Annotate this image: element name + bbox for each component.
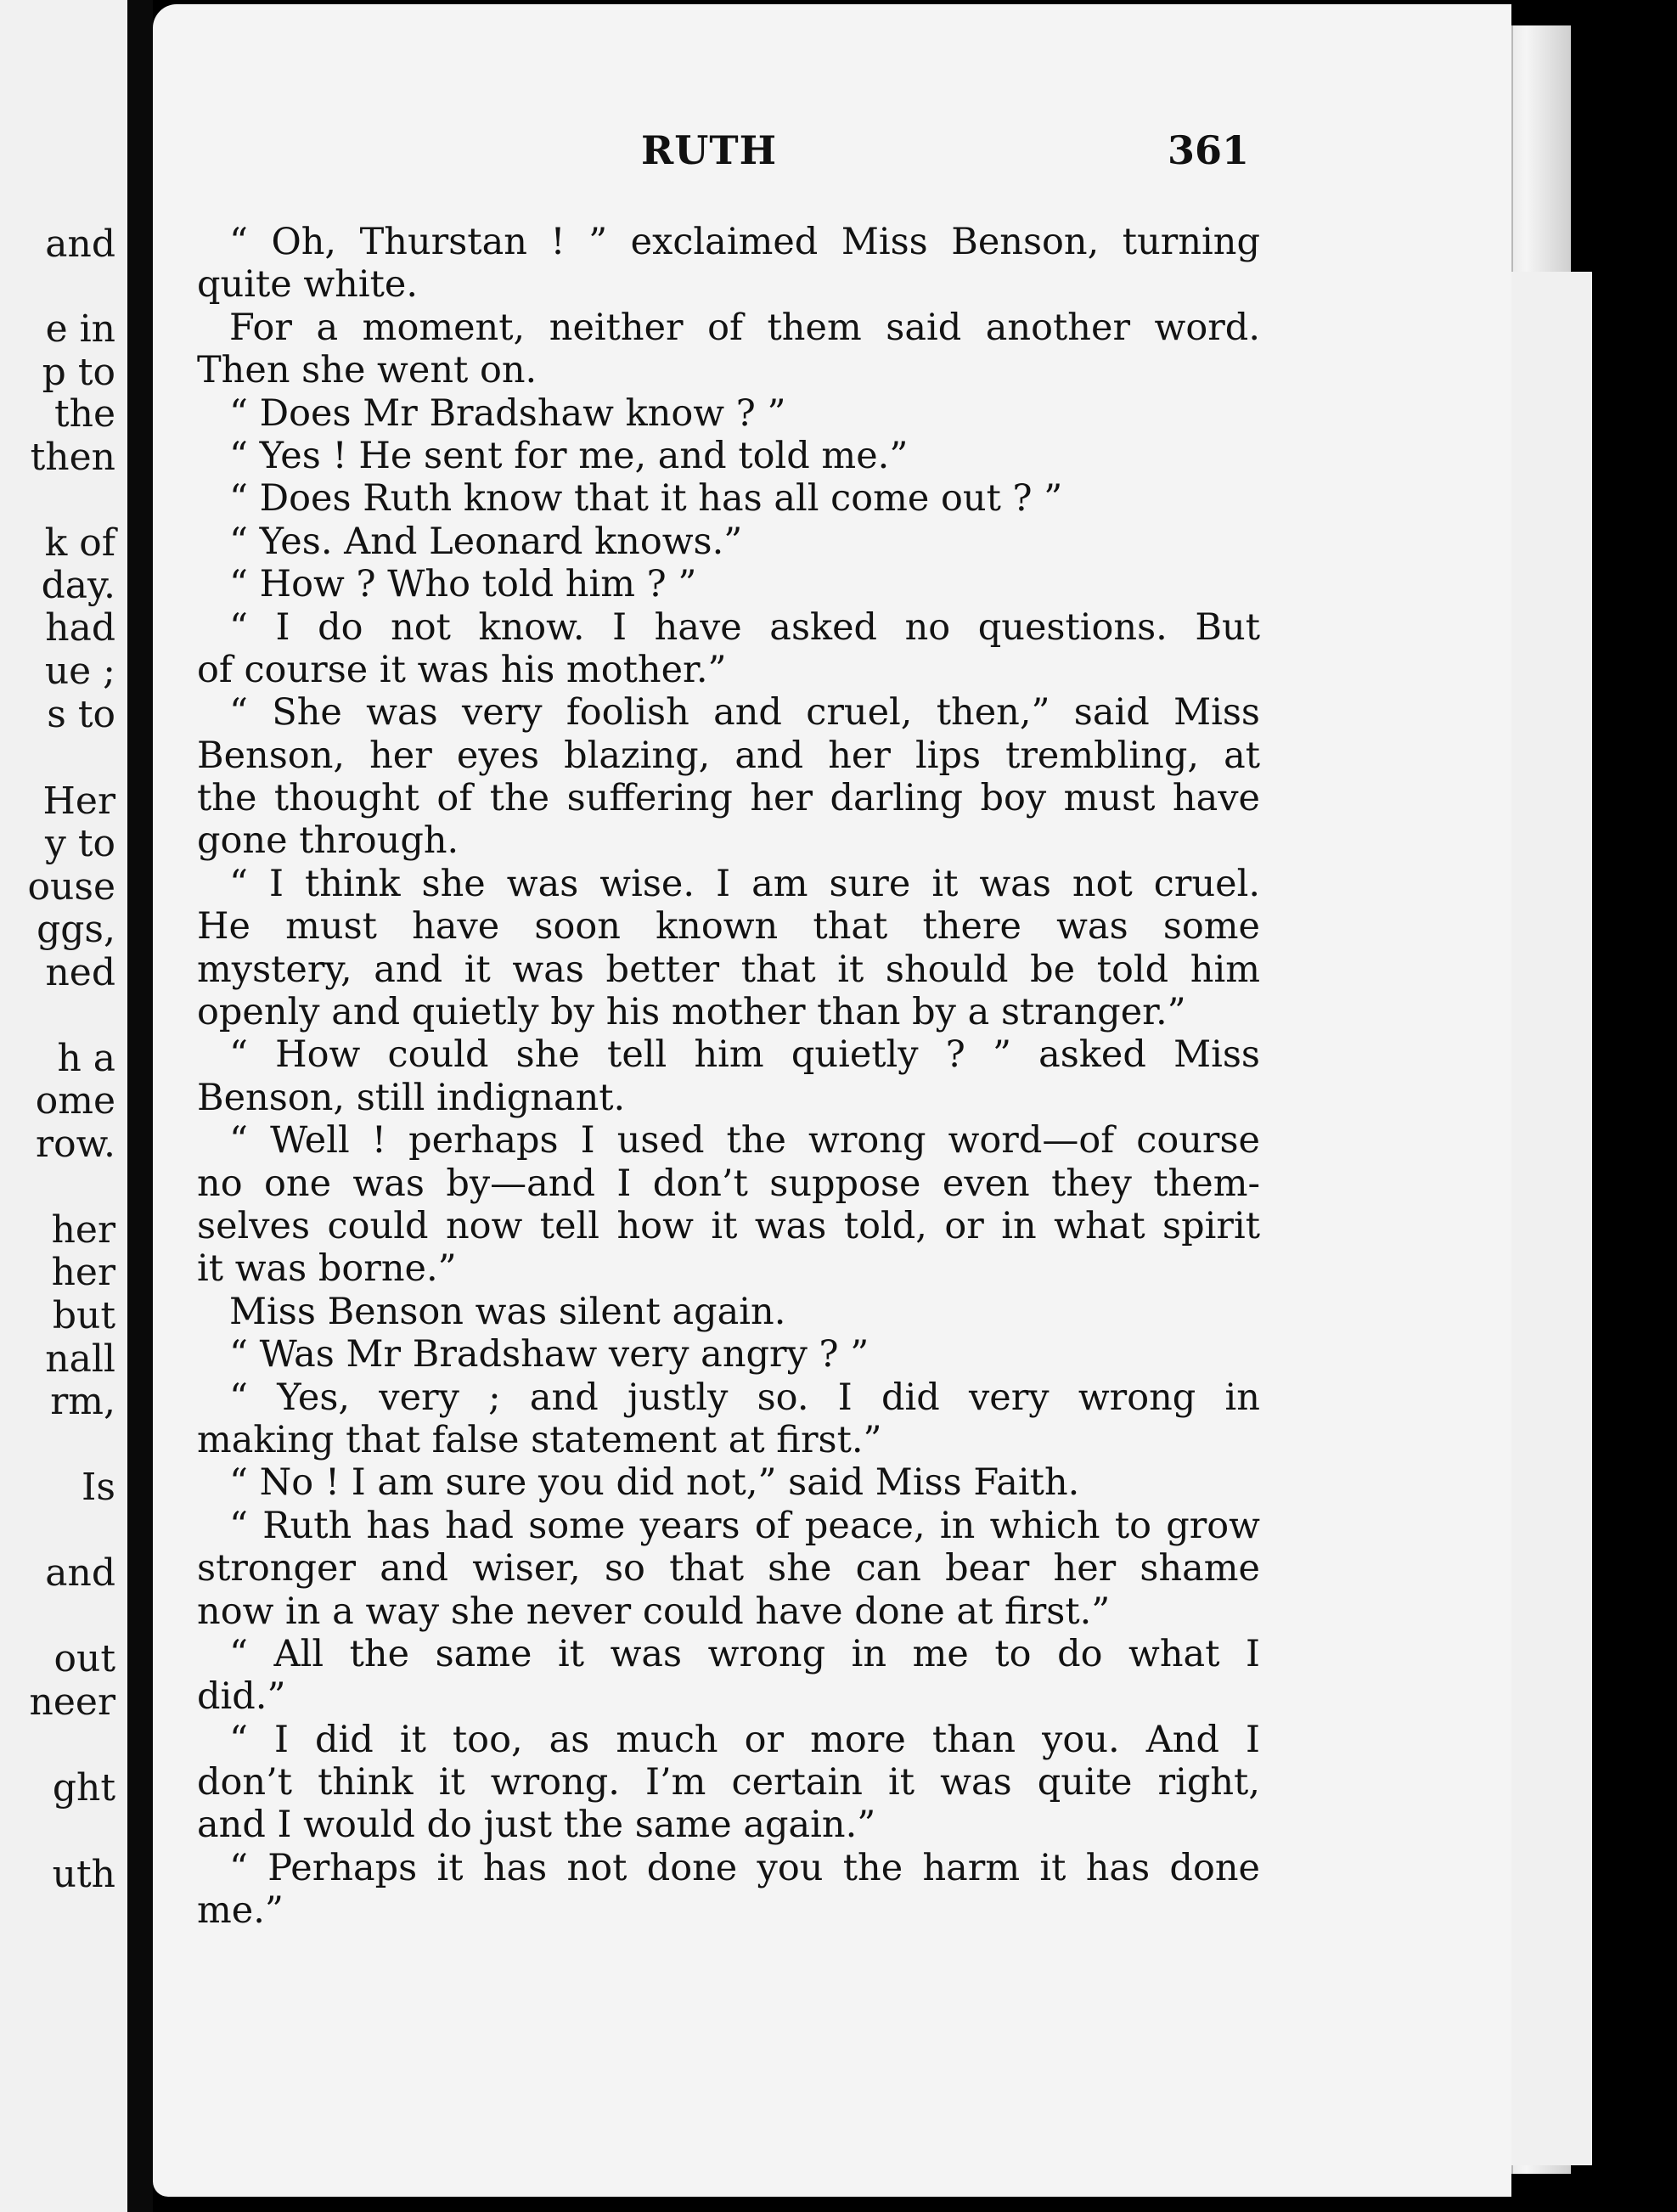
facing-page-fragment: s to: [47, 693, 115, 736]
facing-page-fragment: ouse: [27, 865, 115, 909]
facing-page-fragment: ome: [35, 1079, 115, 1123]
facing-page-fragment: y to: [44, 822, 115, 865]
text-line: “ I did it too, as much or more than you. And I: [229, 1718, 1260, 1761]
facing-page-fragment: row.: [36, 1123, 115, 1166]
facing-page-fragment: but: [52, 1294, 115, 1337]
text-line: “ Yes. And Leonard knows.”: [229, 520, 743, 563]
facing-page-fragment: ned: [45, 951, 115, 994]
book-page: [153, 4, 1511, 2197]
text-line: making that false statement at first.”: [197, 1418, 882, 1461]
text-line: gone through.: [197, 819, 459, 863]
text-line: selves could now tell how it was told, or in what spirit: [197, 1204, 1260, 1247]
facing-page-fragment: out: [53, 1637, 115, 1680]
facing-page-fragment: and: [45, 1551, 115, 1595]
facing-page-fragment: day.: [41, 564, 115, 607]
text-line: He must have soon known that there was some: [197, 905, 1260, 948]
text-line: “ Yes, very ; and justly so. I did very wrong in: [229, 1376, 1260, 1419]
text-line: quite white.: [197, 263, 419, 307]
text-line: “ No ! I am sure you did not,” said Miss Faith.: [229, 1461, 1080, 1505]
facing-page-fragment: the: [53, 392, 115, 436]
facing-page-fragment: h a: [57, 1037, 115, 1080]
text-line: “ How ? Who told him ? ”: [229, 563, 697, 606]
text-line: me.”: [197, 1889, 284, 1933]
facing-page-fragment: had: [45, 606, 115, 650]
text-line: “ How could she tell him quietly ? ” asked Miss: [229, 1033, 1260, 1077]
text-line: Benson, still indignant.: [197, 1076, 626, 1119]
text-line: “ All the same it was wrong in me to do what I: [229, 1632, 1260, 1675]
text-line: “ Perhaps it has not done you the harm it has done: [229, 1846, 1260, 1889]
text-line: “ I think she was wise. I am sure it was not cruel.: [229, 862, 1260, 905]
text-line: mystery, and it was better that it should be told him: [197, 948, 1260, 991]
text-line: “ Was Mr Bradshaw very angry ? ”: [229, 1333, 869, 1376]
text-line: did.”: [197, 1675, 286, 1719]
text-line: Miss Benson was silent again.: [229, 1290, 786, 1333]
text-line: For a moment, neither of them said another word.: [229, 306, 1260, 349]
facing-page-fragment: neer: [29, 1680, 115, 1724]
text-line: “ Yes ! He sent for me, and told me.”: [229, 434, 909, 477]
text-line: openly and quietly by his mother than by a stranger.”: [197, 991, 1186, 1034]
text-line: don’t think it wrong. I’m certain it was quite right,: [197, 1761, 1260, 1804]
text-line: it was borne.”: [197, 1247, 457, 1291]
page-header: [153, 127, 1452, 178]
text-line: the thought of the suffering her darling boy must have: [197, 777, 1260, 820]
text-line: of course it was his mother.”: [197, 648, 727, 691]
text-line: “ Oh, Thurstan ! ” exclaimed Miss Benson, turning: [229, 221, 1260, 263]
facing-page-fragment: then: [30, 436, 115, 479]
text-line: “ She was very foolish and cruel, then,” said Miss: [229, 691, 1260, 735]
text-line: stronger and wiser, so that she can bear her shame: [197, 1547, 1260, 1590]
facing-page: [0, 0, 127, 2212]
facing-page-fragment: her: [51, 1251, 115, 1294]
text-line: “ Does Ruth know that it has all come out ? ”: [229, 477, 1063, 521]
body-text: [197, 221, 1260, 1933]
facing-page-fragment: Is: [82, 1466, 115, 1509]
facing-page-fragment: p to: [42, 351, 115, 394]
facing-page-fragment: her: [51, 1208, 115, 1252]
text-line: “ Does Mr Bradshaw know ? ”: [229, 391, 786, 435]
page-number: 361: [1168, 127, 1250, 173]
facing-page-fragment: Her: [42, 780, 115, 823]
facing-page-fragment: e in: [45, 307, 115, 351]
facing-page-fragment: k of: [44, 521, 115, 565]
text-line: no one was by—and I don’t suppose even they them-: [197, 1162, 1260, 1205]
text-line: “ Well ! perhaps I used the wrong word—of course: [229, 1119, 1260, 1162]
facing-page-fragment: and: [45, 222, 115, 266]
text-line: and I would do just the same again.”: [197, 1804, 876, 1847]
text-line: “ Ruth has had some years of peace, in which to grow: [229, 1504, 1260, 1547]
text-line: Then she went on.: [197, 349, 537, 392]
facing-page-fragment: ggs,: [37, 908, 115, 951]
text-line: now in a way she never could have done at first.”: [197, 1590, 1111, 1633]
facing-page-fragment: nall: [45, 1337, 115, 1381]
facing-page-fragment: ght: [52, 1766, 115, 1810]
facing-page-fragment: rm,: [50, 1380, 115, 1423]
text-line: Benson, her eyes blazing, and her lips trembling, at: [197, 734, 1260, 777]
book-gutter: [127, 0, 153, 2212]
running-title: RUTH: [641, 127, 778, 173]
text-line: “ I do not know. I have asked no questions. But: [229, 605, 1260, 649]
facing-page-fragment: uth: [52, 1853, 115, 1896]
facing-page-fragment: ue ;: [44, 650, 115, 693]
